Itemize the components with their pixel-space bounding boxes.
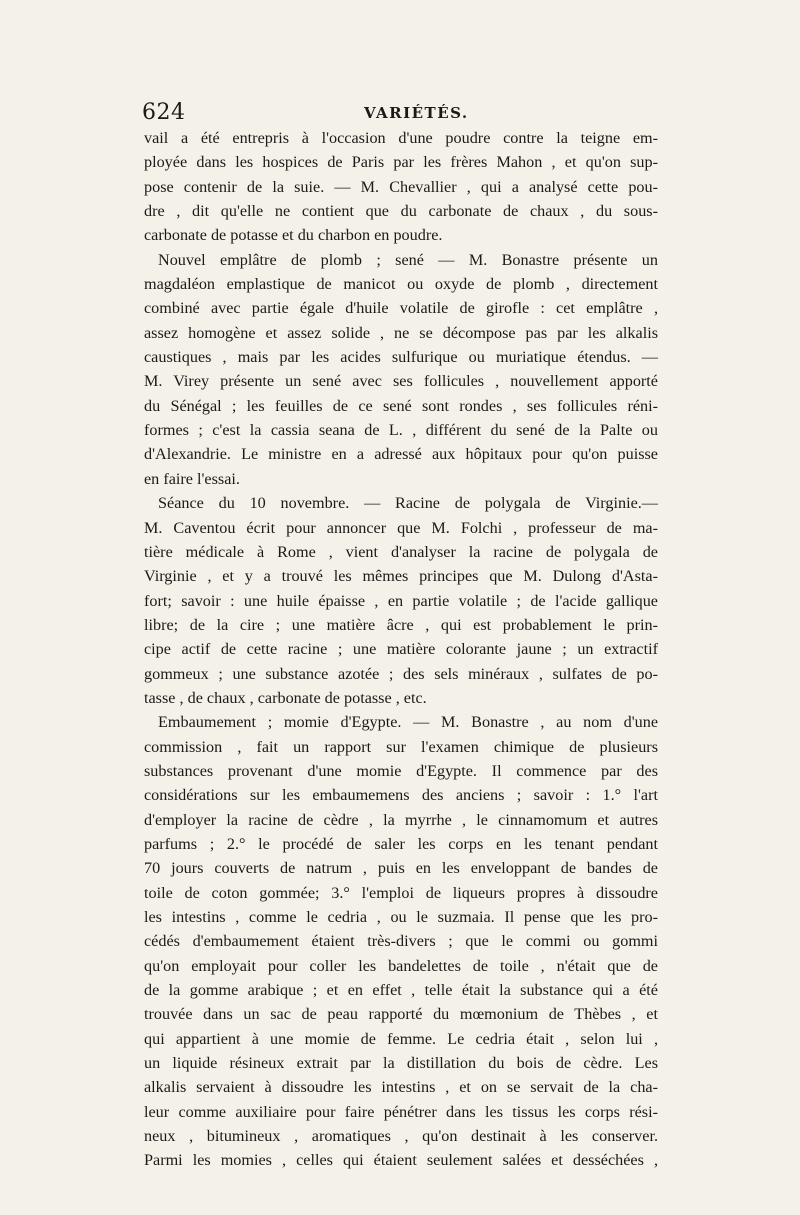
text-line: formes ; c'est la cassia seana de L. , différent du sené de la Palte ou — [144, 421, 658, 440]
text-line: Parmi les momies , celles qui étaient seulement salées et desséchées , — [144, 1151, 658, 1170]
text-line: d'employer la racine de cèdre , la myrrhe , le cinnamomum et autres — [144, 810, 658, 829]
text-line: cédés d'embaumement étaient très-divers ; que le commi ou gommi — [144, 932, 658, 951]
text-line: gommeux ; une substance azotée ; des sels minéraux , sulfates de po- — [144, 664, 658, 683]
text-line: un liquide résineux extrait par la distillation du bois de cèdre. Les — [144, 1054, 658, 1073]
text-line: Séance du 10 novembre. — Racine de polygala de Virginie.— — [158, 494, 658, 513]
text-line: caustiques , mais par les acides sulfurique ou muriatique étendus. — — [144, 348, 658, 367]
text-line: Nouvel emplâtre de plomb ; sené — M. Bonastre présente un — [158, 250, 658, 269]
text-line: Embaumement ; momie d'Egypte. — M. Bonastre , au nom d'une — [158, 713, 658, 732]
text-line: de la gomme arabique ; et en effet , telle était la substance qui a été — [144, 981, 658, 1000]
text-line: dre , dit qu'elle ne contient que du carbonate de chaux , du sous- — [144, 202, 658, 221]
body-text — [144, 126, 658, 1173]
text-line: alkalis servaient à dissoudre les intestins , et on se servait de la cha- — [144, 1078, 658, 1097]
text-line: toile de coton gommée; 3.° l'emploi de liqueurs propres à dissoudre — [144, 883, 658, 902]
text-line: trouvée dans un sac de peau rapporté du mœmonium de Thèbes , et — [144, 1005, 658, 1024]
text-line: considérations sur les embaumemens des anciens ; savoir : 1.° l'art — [144, 786, 658, 805]
text-line: les intestins , comme le cedria , ou le suzmaia. Il pense que les pro- — [144, 908, 658, 926]
text-line: tasse , de chaux , carbonate de potasse , etc. — [144, 688, 427, 707]
text-line: parfums ; 2.° le procédé de saler les corps en les tenant pendant — [144, 834, 658, 853]
text-line: fort; savoir : une huile épaisse , en partie volatile ; de l'acide gallique — [144, 591, 658, 610]
text-line: 70 jours couverts de natrum , puis en les enveloppant de bandes de — [144, 859, 658, 878]
text-line: pose contenir de la suie. — M. Chevallier , qui a analysé cette pou- — [144, 177, 658, 196]
text-line: M. Virey présente un sené avec ses follicules , nouvellement apporté — [144, 372, 658, 391]
text-line: commission , fait un rapport sur l'examen chimique de plusieurs — [144, 737, 658, 756]
text-line: assez homogène et assez solide , ne se décompose pas par les alkalis — [144, 323, 658, 342]
text-line: neux , bitumineux , aromatiques , qu'on destinait à les conserver. — [144, 1127, 658, 1146]
text-line: Virginie , et y a trouvé les mêmes principes que M. Dulong d'Asta- — [144, 567, 658, 586]
text-line: substances provenant d'une momie d'Egypte. Il commence par des — [144, 761, 658, 780]
running-head: VARIÉTÉS. — [364, 104, 469, 122]
text-line: cipe actif de cette racine ; une matière colorante jaune ; un extractif — [144, 640, 658, 659]
text-line: en faire l'essai. — [144, 469, 240, 488]
text-line: leur comme auxiliaire pour faire pénétrer dans les tissus les corps rési- — [144, 1102, 658, 1121]
text-line: magdaléon emplastique de manicot ou oxyde de plomb , directement — [144, 275, 658, 294]
text-line: ployée dans les hospices de Paris par les frères Mahon , et qu'on sup- — [144, 153, 658, 172]
text-line: d'Alexandrie. Le ministre en a adressé aux hôpitaux pour qu'on puisse — [144, 445, 658, 464]
page-number: 624 — [142, 100, 186, 125]
text-line: combiné avec partie égale d'huile volatile de girofle : cet emplâtre , — [144, 299, 658, 318]
text-line: qui appartient à une momie de femme. Le cedria était , selon lui , — [144, 1029, 658, 1048]
text-line: M. Caventou écrit pour annoncer que M. Folchi , professeur de ma- — [144, 518, 658, 537]
text-line: libre; de la cire ; une matière âcre , qui est probablement le prin- — [144, 615, 658, 634]
text-line: carbonate de potasse et du charbon en poudre. — [144, 226, 443, 245]
text-line: du Sénégal ; les feuilles de ce sené sont rondes , ses follicules réni- — [144, 396, 658, 415]
text-line: tière médicale à Rome , vient d'analyser la racine de polygala de — [144, 542, 658, 561]
text-line: vail a été entrepris à l'occasion d'une poudre contre la teigne em- — [144, 129, 658, 147]
text-line: qu'on employait pour coller les bandelettes de toile , n'était que de — [144, 956, 658, 975]
